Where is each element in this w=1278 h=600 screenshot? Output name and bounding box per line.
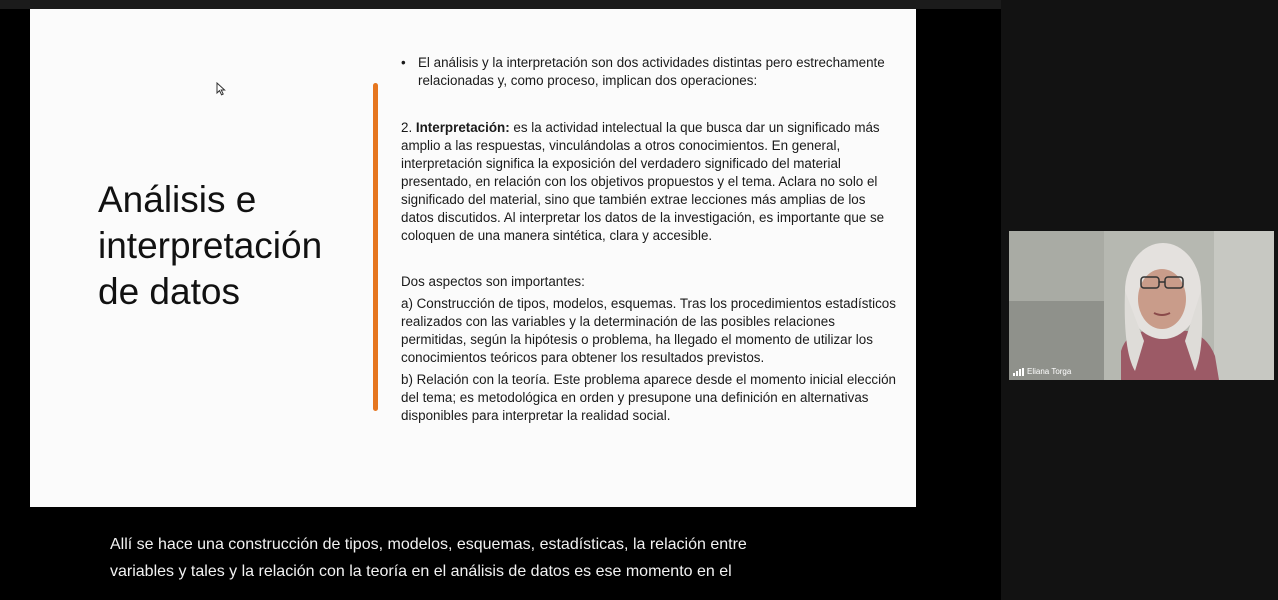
- slide-divider: [373, 83, 378, 411]
- live-captions: [110, 531, 970, 585]
- bullet-item: [401, 54, 901, 90]
- presentation-slide: [30, 9, 916, 507]
- participant-name: Eliana Torga: [1027, 367, 1072, 376]
- aspect-b: b) Relación con la teoría. Este problema aparece desde el momento inicial elección del tema; es metodológica en orden y presupone una definición en alternativas disponibles para interpretar la realidad social.: [401, 372, 896, 423]
- bullet-text: El análisis y la interpretación son dos actividades distintas pero estrechamente relacionadas y, como proceso, implican dos operaciones:: [418, 55, 885, 88]
- caption-line-1: Allí se hace una construcción de tipos, modelos, esquemas, estadísticas, la relación entre: [110, 536, 747, 553]
- participant-video-tile[interactable]: [1009, 231, 1274, 380]
- interpretation-text: es la actividad intelectual la que busca dar un significado más amplio a las respuestas, vinculándolas a otros conocimientos. En general, interpretación significa la exposición del verdadero significado del material presentado, en relación con los objetivos propuestos y el tema. Aclara no solo el significado del material, sino que también extrae lecciones más amplias de los datos discutidos. Al interpretar los datos de la investigación, es importante que se coloquen de una manera sintética, clara y accesible.: [401, 120, 885, 243]
- slide-title: Análisis e interpretación de datos: [98, 179, 323, 312]
- participant-name-tag: [1009, 363, 1075, 380]
- mouse-pointer-icon: [216, 82, 228, 96]
- top-strip: [0, 0, 1001, 9]
- participants-panel: [1001, 0, 1278, 600]
- interpretation-paragraph: [401, 119, 901, 245]
- interpretation-term: Interpretación:: [415, 120, 510, 135]
- bullet-icon: •: [401, 55, 406, 70]
- participant-video-image: [1009, 231, 1274, 380]
- interpretation-number: 2.: [401, 120, 413, 135]
- aspect-a: a) Construcción de tipos, modelos, esquemas. Tras los procedimientos estadísticos realizados con las variables y la determinación de las posibles relaciones permitidas, según la hipótesis o problema, ha llegado el momento de utilizar los conocimientos teóricos para obtener los resultados previstos.: [401, 296, 896, 365]
- aspects-heading: Dos aspectos son importantes:: [401, 274, 585, 289]
- caption-line-2: variables y tales y la relación con la teoría en el análisis de datos es ese momento en el: [110, 563, 732, 580]
- connection-signal-icon: [1013, 368, 1024, 376]
- slide-content: [401, 54, 901, 425]
